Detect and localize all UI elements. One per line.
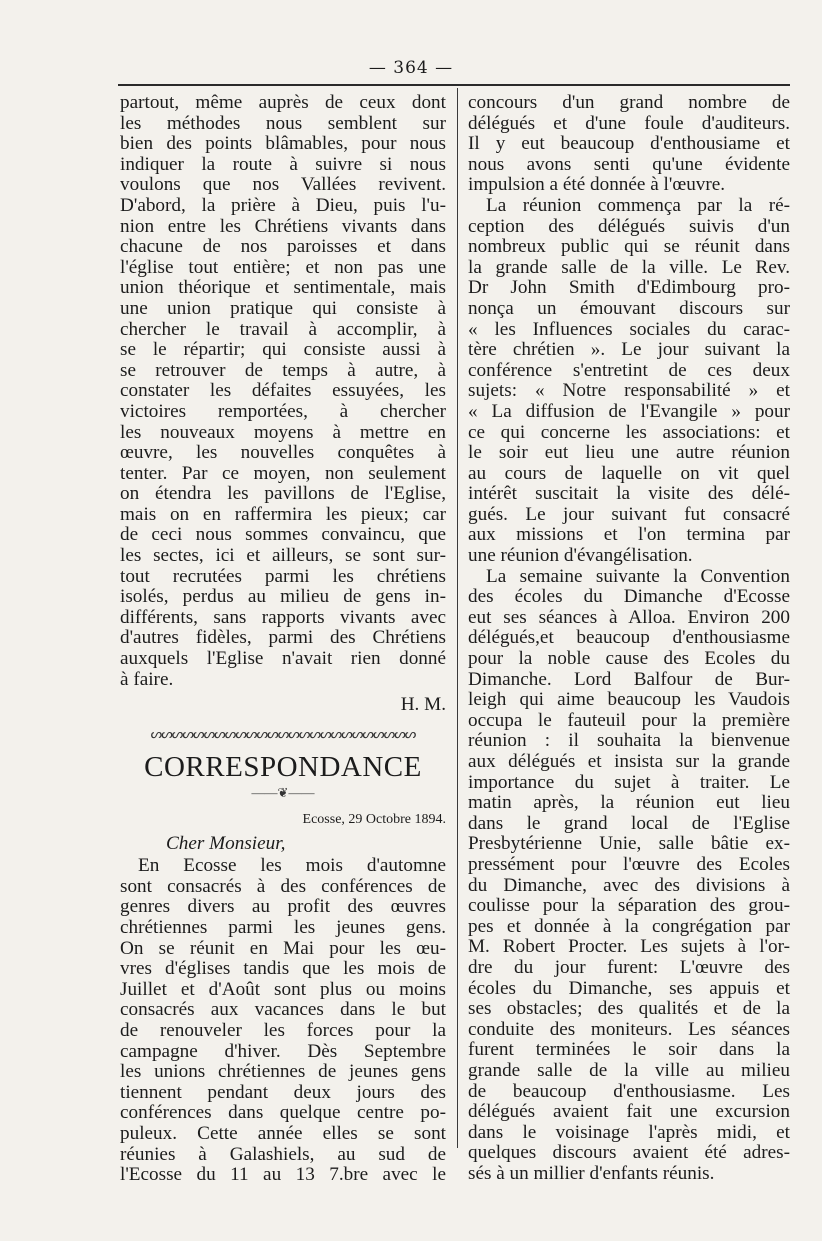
text-line: tiennent pendant deux jours des: [120, 1081, 446, 1103]
text-line: nonça un émouvant discours sur: [468, 297, 790, 319]
text-line: grande salle de la ville au milieu: [468, 1059, 790, 1081]
text-line: se retrouver de temps à autre, à: [120, 359, 446, 381]
text-line: bien des points blâmables, pour nous: [120, 133, 446, 155]
text-line: partout, même auprès de ceux dont: [120, 92, 446, 113]
text-line: La semaine suivante la Convention: [486, 565, 790, 587]
text-line: au cours de laquelle on vit quel: [468, 462, 790, 484]
text-line: nous avons senti qu'une évidente: [468, 153, 790, 175]
right-column: [468, 93, 790, 1184]
text-line: délégués,et beaucoup d'enthousiasme: [468, 627, 790, 649]
text-line: dans le voisinage l'après midi, et: [468, 1121, 790, 1143]
text-line: la grande salle de la ville. Le Rev.: [468, 256, 790, 278]
text-line: intérêt suscitait la visite des délé-: [468, 483, 790, 505]
text-line: de beaucoup d'enthousiasme. Les: [468, 1080, 790, 1102]
letter-salutation: Cher Monsieur,: [166, 833, 286, 855]
text-line: l'église tout entière; et non pas une: [120, 256, 446, 278]
text-line: d'autres fidèles, parmi des Chrétiens: [120, 627, 446, 649]
text-line: les sectes, ici et ailleurs, se sont sur-: [120, 545, 446, 567]
text-line: union théorique et sentimentale, mais: [120, 277, 446, 299]
text-line: chercher le travail à accomplir, à: [120, 318, 446, 340]
text-line: réunion : il souhaita la bienvenue: [468, 730, 790, 752]
text-line: victoires remportées, à chercher: [120, 400, 446, 422]
text-line: furent terminées le soir dans la: [468, 1039, 790, 1061]
text-line: D'abord, la prière à Dieu, puis l'u-: [120, 194, 446, 216]
text-line: eut ses séances à Alloa. Environ 200: [468, 606, 790, 628]
text-line: occupa le fauteuil pour la première: [468, 709, 790, 731]
right-paragraphs: [468, 93, 790, 1184]
text-line: importance du sujet à traiter. Le: [468, 771, 790, 793]
text-line: chrétiennes parmi les jeunes gens.: [120, 917, 446, 938]
text-line: dre du jour furent: L'œuvre des: [468, 956, 790, 978]
text-line: tout recrutées parmi les chrétiens: [120, 565, 446, 587]
text-line: pes et donnée à la congrégation par: [468, 915, 790, 937]
text-line: tenter. Par ce moyen, non seulement: [120, 462, 446, 484]
text-line: une réunion d'évangélisation.: [468, 545, 693, 567]
text-line: les nouveaux moyens à mettre en: [120, 421, 446, 443]
column-divider: [457, 88, 458, 1148]
letter-body: [120, 856, 446, 1186]
text-line: M. Robert Procter. Les sujets à l'or-: [468, 936, 790, 958]
text-line: impulsion a été donnée à l'œuvre.: [468, 174, 726, 196]
text-line: Il y eut beaucoup d'enthousiame et: [468, 133, 790, 155]
text-line: concours d'un grand nombre de: [468, 92, 790, 113]
text-line: une union pratique qui consiste à: [120, 297, 446, 319]
text-line: La réunion commença par la ré-: [486, 194, 790, 216]
text-line: aux missions et l'on termina par: [468, 524, 790, 546]
text-line: « les Influences sociales du carac-: [468, 318, 790, 340]
text-line: sont consacrés à des conférences de: [120, 875, 446, 897]
text-line: chacune de nos paroisses et dans: [120, 236, 446, 258]
text-line: En Ecosse les mois d'automne: [138, 855, 446, 877]
header-rule: [118, 84, 790, 86]
text-line: le soir eut lieu une autre réunion: [468, 442, 790, 464]
text-line: œuvre, les nouvelles conquêtes à: [120, 442, 446, 464]
text-line: aux délégués et insista sur la grande: [468, 751, 790, 772]
text-line: l'Ecosse du 11 au 13 7.bre avec le: [120, 1164, 446, 1186]
text-line: nombreux public qui se réunit dans: [468, 236, 790, 258]
text-line: à faire.: [120, 668, 174, 690]
text-line: Juillet et d'Août sont plus ou moins: [120, 978, 446, 1000]
text-line: conférence s'entretint de ces deux: [468, 359, 790, 381]
text-line: des écoles du Dimanche d'Ecosse: [468, 586, 790, 608]
text-line: les unions chrétiennes de jeunes gens: [120, 1061, 446, 1083]
text-line: de renouveler les forces pour la: [120, 1019, 446, 1041]
text-line: indiquer la route à suivre si nous: [120, 153, 446, 175]
text-line: isolés, perdus au milieu de gens in-: [120, 586, 446, 608]
letter-dateline: Ecosse, 29 Octobre 1894.: [302, 812, 446, 828]
text-line: ses obstacles; des qualités et de la: [468, 998, 790, 1020]
text-line: ception des délégués suivis d'un: [468, 215, 790, 237]
text-line: sés à un millier d'enfants réunis.: [468, 1162, 715, 1184]
text-line: dans le grand local de l'Eglise: [468, 812, 790, 834]
text-line: Dimanche. Lord Balfour de Bur-: [468, 668, 790, 690]
text-line: auxquels l'Eglise n'avait rien donné: [120, 648, 446, 670]
signature: H. M.: [400, 694, 446, 716]
text-line: coulisse pour la séparation des grou-: [468, 895, 790, 917]
text-line: on étendra les pavillons de l'Eglise,: [120, 483, 446, 505]
text-line: Dr John Smith d'Edimbourg pro-: [468, 277, 790, 299]
text-line: vres d'églises tandis que les mois de: [120, 958, 446, 980]
text-line: mais on en raffermira les pieux; car: [120, 503, 446, 525]
section-title: CORRESPONDANCE: [144, 751, 422, 784]
text-line: réunies à Galashiels, au sud de: [120, 1143, 446, 1165]
text-line: différents, sans rapports vivants avec: [120, 606, 446, 628]
text-line: les méthodes nous semblent sur: [120, 112, 446, 134]
text-line: écoles du Dimanche, ses appuis et: [468, 977, 790, 999]
ornament-divider: ᔕᔕᔕᔕᔕᔕᔕᔕᔕᔕᔕᔕᔕᔕᔕᔕᔕᔕᔕᔕᔕᔕᔕᔕᔕ: [150, 726, 416, 742]
text-line: conduite des moniteurs. Les séances: [468, 1018, 790, 1040]
text-line: On se réunit en Mai pour les œu-: [120, 937, 446, 959]
text-line: pour la noble cause des Ecoles du: [468, 648, 790, 670]
page-number: — 364 —: [368, 58, 454, 78]
text-line: sujets: « Notre responsabilité » et: [468, 380, 790, 402]
text-line: puleux. Cette année elles se sont: [120, 1122, 446, 1144]
text-line: gués. Le jour suivant fut consacré: [468, 503, 790, 525]
text-line: Presbytérienne Unie, salle bâtie ex-: [468, 833, 790, 855]
text-line: voulons que nos Vallées revivent.: [120, 174, 446, 196]
text-line: nion entre les Chrétiens vivants dans: [120, 215, 446, 237]
left-paragraph: [120, 93, 446, 690]
text-line: conférences dans quelque centre po-: [120, 1102, 446, 1124]
text-line: « La diffusion de l'Evangile » pour: [468, 400, 790, 422]
text-line: ce qui concerne les associations: et: [468, 421, 790, 443]
text-line: constater les défaites essuyées, les: [120, 380, 446, 402]
text-line: matin après, la réunion eut lieu: [468, 792, 790, 814]
text-line: consacrés aux vacances dans le but: [120, 999, 446, 1021]
text-line: tère chrétien ». Le jour suivant la: [468, 339, 790, 361]
text-line: genres divers au profit des œuvres: [120, 896, 446, 918]
text-line: de ceci nous sommes convaincu, que: [120, 524, 446, 546]
text-line: délégués avaient fait une excursion: [468, 1101, 790, 1123]
flourish-divider: ——❦——: [251, 785, 315, 801]
text-line: du Dimanche, avec des divisions à: [468, 874, 790, 896]
left-column: [120, 93, 446, 1186]
text-line: campagne d'hiver. Dès Septembre: [120, 1040, 446, 1062]
text-line: délégués et d'une foule d'auditeurs.: [468, 112, 790, 134]
text-line: pressément pour l'œuvre des Ecoles: [468, 853, 790, 875]
text-line: se le répartir; qui consiste aussi à: [120, 339, 446, 361]
text-line: leigh qui aime beaucoup les Vaudois: [468, 689, 790, 711]
text-line: quelques discours avaient été adres-: [468, 1142, 790, 1164]
